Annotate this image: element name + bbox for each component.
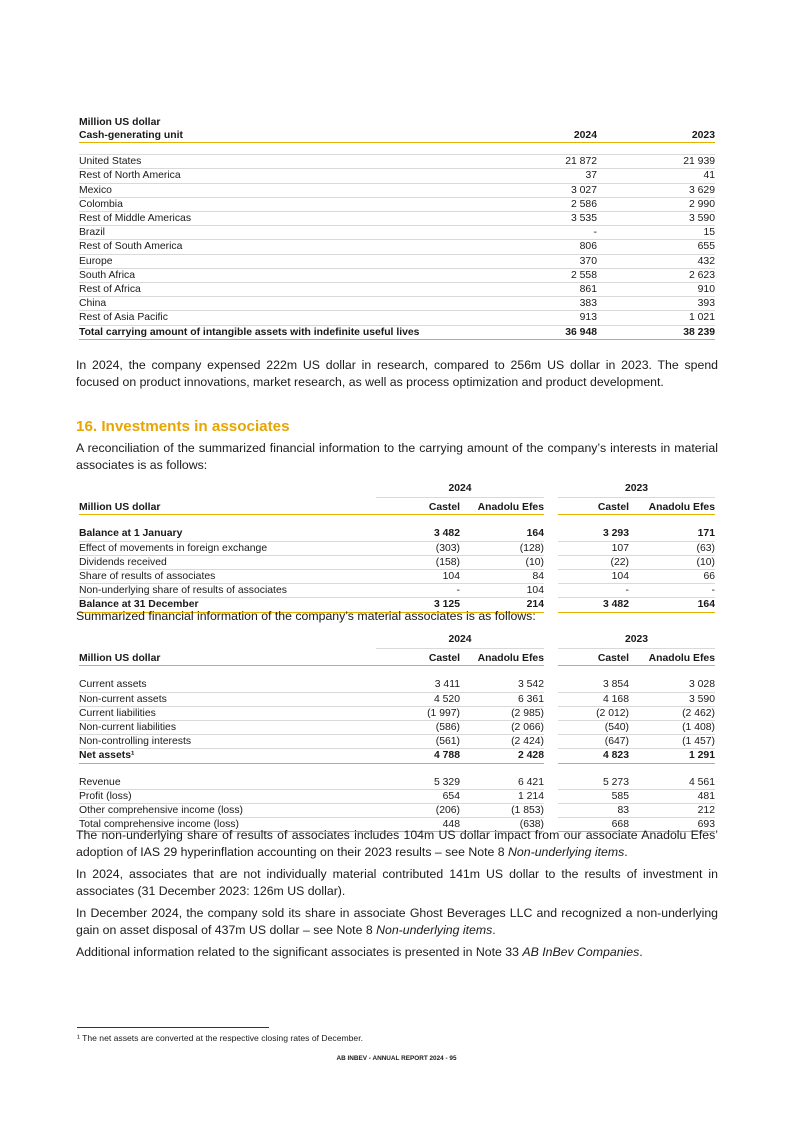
paragraph-italic-ref: Non-underlying items: [376, 923, 493, 938]
row-label: Colombia: [79, 197, 479, 211]
row-value: 41: [597, 169, 715, 183]
cgu-total-2024: 36 948: [479, 325, 597, 339]
row-value: (303): [376, 541, 460, 555]
row-value: 383: [479, 297, 597, 311]
col-header-efes-2023: Anadolu Efes: [629, 498, 715, 515]
row-value: 83: [558, 804, 629, 818]
year-2023-label: 2023: [558, 633, 715, 649]
column-gap: [544, 527, 558, 541]
row-value: (1 853): [460, 804, 544, 818]
row-value: (647): [558, 735, 629, 749]
cgu-header-2023: 2023: [597, 129, 715, 143]
row-value: 15: [597, 226, 715, 240]
row-label: Share of results of associates: [79, 570, 376, 584]
cgu-total-label: Total carrying amount of intangible assets with indefinite useful lives: [79, 325, 479, 339]
row-value: (206): [376, 804, 460, 818]
row-value: 212: [629, 804, 715, 818]
row-label: Profit (loss): [79, 789, 376, 803]
row-value: 3 542: [460, 678, 544, 692]
row-value: 3 028: [629, 678, 715, 692]
row-value: 910: [597, 283, 715, 297]
table-row: [79, 721, 715, 735]
row-value: 448: [376, 818, 460, 832]
table-row: [79, 706, 715, 720]
row-label: Non-current liabilities: [79, 721, 376, 735]
reconciliation-table-block: [79, 482, 715, 613]
paragraph-end: .: [624, 845, 628, 860]
row-value: 913: [479, 311, 597, 325]
table-row: [79, 555, 715, 569]
col-header-efes-2023: Anadolu Efes: [629, 649, 715, 666]
row-label: United States: [79, 155, 479, 169]
row-value: (63): [629, 541, 715, 555]
spacer-row: [79, 515, 715, 528]
row-value: 1 021: [597, 311, 715, 325]
footnote: ¹ The net assets are converted at the respective closing rates of December.: [77, 1033, 363, 1043]
row-value: 2 558: [479, 268, 597, 282]
row-value: 214: [460, 598, 544, 612]
row-value: 66: [629, 570, 715, 584]
row-value: (1 457): [629, 735, 715, 749]
row-label: Dividends received: [79, 555, 376, 569]
row-label: Total comprehensive income (loss): [79, 818, 376, 832]
row-label: China: [79, 297, 479, 311]
table-row: [79, 735, 715, 749]
year-header-row: [79, 633, 715, 649]
row-label: Rest of South America: [79, 240, 479, 254]
row-value: 806: [479, 240, 597, 254]
row-value: -: [376, 584, 460, 598]
row-label: Non-underlying share of results of associates: [79, 584, 376, 598]
table-row: [79, 804, 715, 818]
table-row: [79, 226, 715, 240]
column-gap: [544, 749, 558, 763]
row-value: 84: [460, 570, 544, 584]
row-value: 3 854: [558, 678, 629, 692]
paragraph-italic-ref: Non-underlying items: [508, 845, 625, 860]
row-value: (2 424): [460, 735, 544, 749]
row-value: 104: [558, 570, 629, 584]
row-value: (561): [376, 735, 460, 749]
summary-intro: Summarized financial information of the company’s material associates is as follows:: [76, 609, 536, 623]
row-value: 21 872: [479, 155, 597, 169]
cgu-header-row: [79, 129, 715, 143]
spacer-row: [79, 763, 715, 776]
year-header-row: [79, 482, 715, 498]
row-label: Revenue: [79, 776, 376, 790]
row-label: Non-current assets: [79, 692, 376, 706]
cgu-table-block: [79, 116, 715, 340]
row-value: 1 214: [460, 789, 544, 803]
year-2024-label: 2024: [376, 633, 544, 649]
row-label: Effect of movements in foreign exchange: [79, 541, 376, 555]
row-value: (540): [558, 721, 629, 735]
table-row: [79, 541, 715, 555]
row-value: 104: [460, 584, 544, 598]
row-value: 3 411: [376, 678, 460, 692]
col-header-castel-2024: Castel: [376, 498, 460, 515]
row-value: 3 482: [558, 598, 629, 612]
row-value: 370: [479, 254, 597, 268]
row-value: 6 421: [460, 776, 544, 790]
row-value: 668: [558, 818, 629, 832]
row-label: Current assets: [79, 678, 376, 692]
row-value: 2 586: [479, 197, 597, 211]
row-value: 6 361: [460, 692, 544, 706]
row-value: 5 273: [558, 776, 629, 790]
row-label: Non-controlling interests: [79, 735, 376, 749]
row-label: South Africa: [79, 268, 479, 282]
row-value: 164: [629, 598, 715, 612]
cgu-table: [79, 129, 715, 340]
table-row: [79, 268, 715, 282]
row-label: Balance at 1 January: [79, 527, 376, 541]
paragraph-ghost-beverages: [76, 905, 718, 940]
row-value: 3 293: [558, 527, 629, 541]
row-value: (2 066): [460, 721, 544, 735]
cgu-header-2024: 2024: [479, 129, 597, 143]
spacer-row: [79, 143, 715, 155]
row-value: 3 482: [376, 527, 460, 541]
table-row: [79, 283, 715, 297]
row-value: 171: [629, 527, 715, 541]
paragraph-italic-ref: AB InBev Companies: [522, 945, 640, 959]
page-footer: AB INBEV - ANNUAL REPORT 2024 - 95: [336, 1055, 457, 1062]
table-row: [79, 678, 715, 692]
column-gap: [544, 541, 558, 555]
col-header-castel-2023: Castel: [558, 649, 629, 666]
summary-table: [79, 633, 715, 832]
column-gap: [544, 706, 558, 720]
row-value: 2 428: [460, 749, 544, 763]
cgu-header-unit: Cash-generating unit: [79, 129, 479, 143]
table-row: [79, 183, 715, 197]
row-value: (1 408): [629, 721, 715, 735]
row-label: Rest of Middle Americas: [79, 212, 479, 226]
table-row: [79, 197, 715, 211]
row-value: 654: [376, 789, 460, 803]
row-value: (158): [376, 555, 460, 569]
row-value: 2 990: [597, 197, 715, 211]
row-value: 37: [479, 169, 597, 183]
row-value: (2 985): [460, 706, 544, 720]
row-value: (128): [460, 541, 544, 555]
row-label: Current liabilities: [79, 706, 376, 720]
table-row: [79, 570, 715, 584]
row-value: 4 168: [558, 692, 629, 706]
summary-group2-rows: [79, 776, 715, 832]
table-row: [79, 527, 715, 541]
row-value: 3 535: [479, 212, 597, 226]
table-row: [79, 789, 715, 803]
column-gap: [544, 804, 558, 818]
paragraph-text: In December 2024, the company sold its share in associate Ghost Beverages LLC and recognized a non-underlying gain on asset disposal of 437m US dollar – see Note 8: [76, 906, 718, 938]
row-value: (10): [629, 555, 715, 569]
row-value: (638): [460, 818, 544, 832]
row-value: 693: [629, 818, 715, 832]
table-row: [79, 155, 715, 169]
row-value: -: [629, 584, 715, 598]
row-value: 5 329: [376, 776, 460, 790]
section-intro: A reconciliation of the summarized financial information to the carrying amount of the company’s interests in material associates is as follows:: [76, 441, 718, 473]
row-label: Net assets¹: [79, 749, 376, 763]
row-value: 164: [460, 527, 544, 541]
table-row: [79, 692, 715, 706]
row-value: 4 823: [558, 749, 629, 763]
col-header-castel-2023: Castel: [558, 498, 629, 515]
column-gap: [544, 721, 558, 735]
row-label: Rest of North America: [79, 169, 479, 183]
table-row: [79, 311, 715, 325]
row-value: (2 012): [558, 706, 629, 720]
row-value: 3 027: [479, 183, 597, 197]
col-header-efes-2024: Anadolu Efes: [460, 649, 544, 666]
row-value: 3 590: [629, 692, 715, 706]
reconciliation-header-row: [79, 498, 715, 515]
row-value: 861: [479, 283, 597, 297]
col-header-label: Million US dollar: [79, 649, 376, 666]
row-value: (586): [376, 721, 460, 735]
row-label: Mexico: [79, 183, 479, 197]
row-value: (2 462): [629, 706, 715, 720]
row-value: 4 561: [629, 776, 715, 790]
row-value: 3 590: [597, 212, 715, 226]
summary-header-row: [79, 649, 715, 666]
column-gap: [544, 570, 558, 584]
column-gap: [544, 692, 558, 706]
row-value: 4 788: [376, 749, 460, 763]
col-header-efes-2024: Anadolu Efes: [460, 498, 544, 515]
row-value: -: [479, 226, 597, 240]
column-gap: [544, 776, 558, 790]
row-value: 655: [597, 240, 715, 254]
col-header-label: Million US dollar: [79, 498, 376, 515]
table-row: [79, 584, 715, 598]
row-label: Brazil: [79, 226, 479, 240]
paragraph-text: Additional information related to the significant associates is presented in Note 33: [76, 945, 523, 959]
row-value: 1 291: [629, 749, 715, 763]
row-label: Rest of Asia Pacific: [79, 311, 479, 325]
paragraph-end: .: [492, 923, 496, 938]
column-gap: [544, 555, 558, 569]
table-row: [79, 254, 715, 268]
table-row: [79, 212, 715, 226]
cgu-rows: [79, 155, 715, 325]
row-value: 481: [629, 789, 715, 803]
cgu-total-2023: 38 239: [597, 325, 715, 339]
spacer-row: [79, 666, 715, 679]
row-label: Other comprehensive income (loss): [79, 804, 376, 818]
year-2023-label: 2023: [558, 482, 715, 498]
row-value: (22): [558, 555, 629, 569]
row-value: (1 997): [376, 706, 460, 720]
col-header-castel-2024: Castel: [376, 649, 460, 666]
row-value: 104: [376, 570, 460, 584]
column-gap: [544, 584, 558, 598]
row-value: 4 520: [376, 692, 460, 706]
section-heading: 16. Investments in associates: [76, 418, 290, 435]
row-value: (10): [460, 555, 544, 569]
paragraph-end: .: [639, 945, 643, 959]
row-value: -: [558, 584, 629, 598]
summary-table-block: [79, 633, 715, 832]
row-value: 393: [597, 297, 715, 311]
row-value: 432: [597, 254, 715, 268]
row-value: 3 629: [597, 183, 715, 197]
column-gap: [544, 678, 558, 692]
reconciliation-table: [79, 482, 715, 613]
paragraph-additional-info: [76, 944, 718, 961]
cgu-unit-label: Million US dollar: [79, 117, 161, 128]
row-value: 2 623: [597, 268, 715, 282]
row-label: Rest of Africa: [79, 283, 479, 297]
table-row: [79, 240, 715, 254]
table-row: [79, 776, 715, 790]
summary-group1-rows: [79, 678, 715, 763]
paragraph-other-associates: In 2024, associates that are not individually material contributed 141m US dollar to the results of investment in associates (31 December 2023: 126m US dollar).: [76, 867, 718, 899]
table-row: [79, 297, 715, 311]
column-gap: [544, 735, 558, 749]
footnote-divider: [77, 1027, 269, 1028]
research-paragraph: In 2024, the company expensed 222m US dollar in research, compared to 256m US dollar in 2023. The spend focused on product innovations, market research, as well as process optimization and product development.: [76, 358, 718, 390]
cgu-total-row: [79, 325, 715, 339]
table-row: [79, 749, 715, 763]
reconciliation-rows: [79, 527, 715, 612]
row-value: 3 125: [376, 598, 460, 612]
paragraph-text: The non-underlying share of results of associates includes 104m US dollar impact from our associate Anadolu Efes’ adoption of IAS 29 hyperinflation accounting on their 2023 results – see Note 8: [76, 828, 718, 860]
paragraph-efes-impact: [76, 827, 718, 862]
row-value: 585: [558, 789, 629, 803]
year-2024-label: 2024: [376, 482, 544, 498]
column-gap: [544, 789, 558, 803]
row-value: 21 939: [597, 155, 715, 169]
row-value: 107: [558, 541, 629, 555]
table-row: [79, 169, 715, 183]
row-label: Europe: [79, 254, 479, 268]
row-label: Balance at 31 December: [79, 598, 376, 612]
